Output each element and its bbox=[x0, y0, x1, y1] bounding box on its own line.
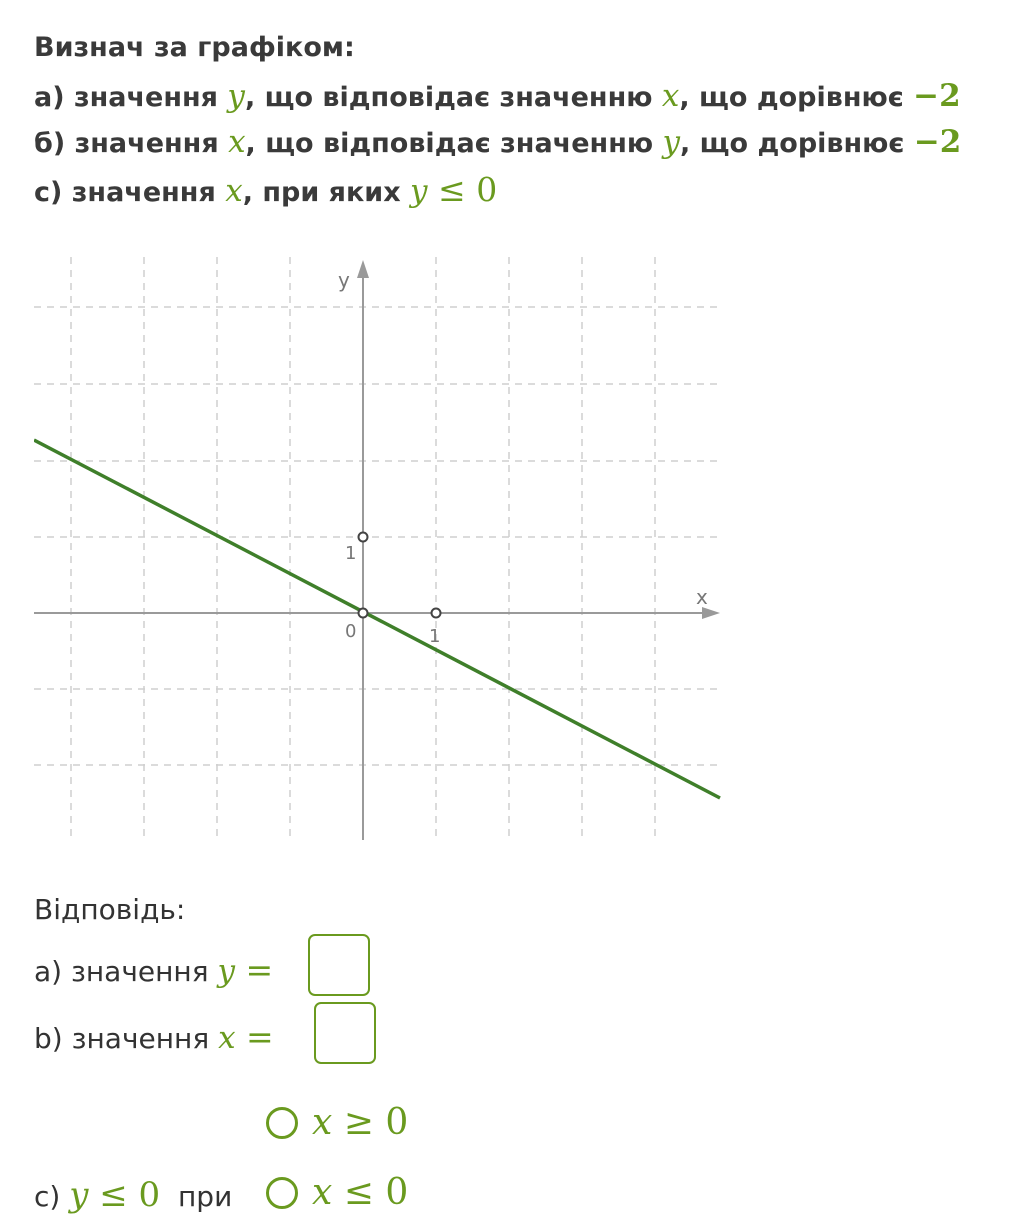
answer-part-c: с) y ≤ 0 при bbox=[34, 1175, 233, 1215]
radio-circle-icon[interactable] bbox=[266, 1107, 298, 1139]
answer-b-input[interactable] bbox=[314, 1002, 376, 1064]
answer-part-b: b) значення x = bbox=[34, 1017, 274, 1056]
function-line bbox=[34, 440, 720, 798]
option-x-greater-equal-zero[interactable]: x ≥ 0 bbox=[266, 1102, 408, 1142]
answer-heading: Відповідь: bbox=[34, 893, 186, 926]
question-part-a: а) значення y, що відповідає значенню x, що дорівнює −2 bbox=[34, 78, 961, 114]
answer-a-input[interactable] bbox=[308, 934, 370, 996]
question-title: Визнач за графіком: bbox=[34, 32, 355, 63]
x-tick-label: 1 bbox=[429, 626, 441, 647]
radio-circle-icon[interactable] bbox=[266, 1177, 298, 1209]
question-part-c: с) значення x, при яких y ≤ 0 bbox=[34, 170, 498, 209]
question-part-b: б) значення x, що відповідає значенню y, що дорівнює −2 bbox=[34, 124, 962, 160]
y-axis-arrow-icon bbox=[357, 260, 369, 278]
x-axis-label: x bbox=[696, 585, 708, 609]
point-origin bbox=[359, 609, 368, 618]
function-graph bbox=[34, 252, 722, 842]
y-axis-label: y bbox=[338, 268, 350, 292]
origin-label: 0 bbox=[345, 621, 357, 642]
point-x-one bbox=[432, 609, 441, 618]
y-tick-label: 1 bbox=[345, 543, 357, 564]
option-x-less-equal-zero[interactable]: x ≤ 0 bbox=[266, 1172, 408, 1212]
point-y-one bbox=[359, 533, 368, 542]
answer-part-a: а) значення y = bbox=[34, 950, 274, 989]
grid bbox=[34, 257, 722, 840]
